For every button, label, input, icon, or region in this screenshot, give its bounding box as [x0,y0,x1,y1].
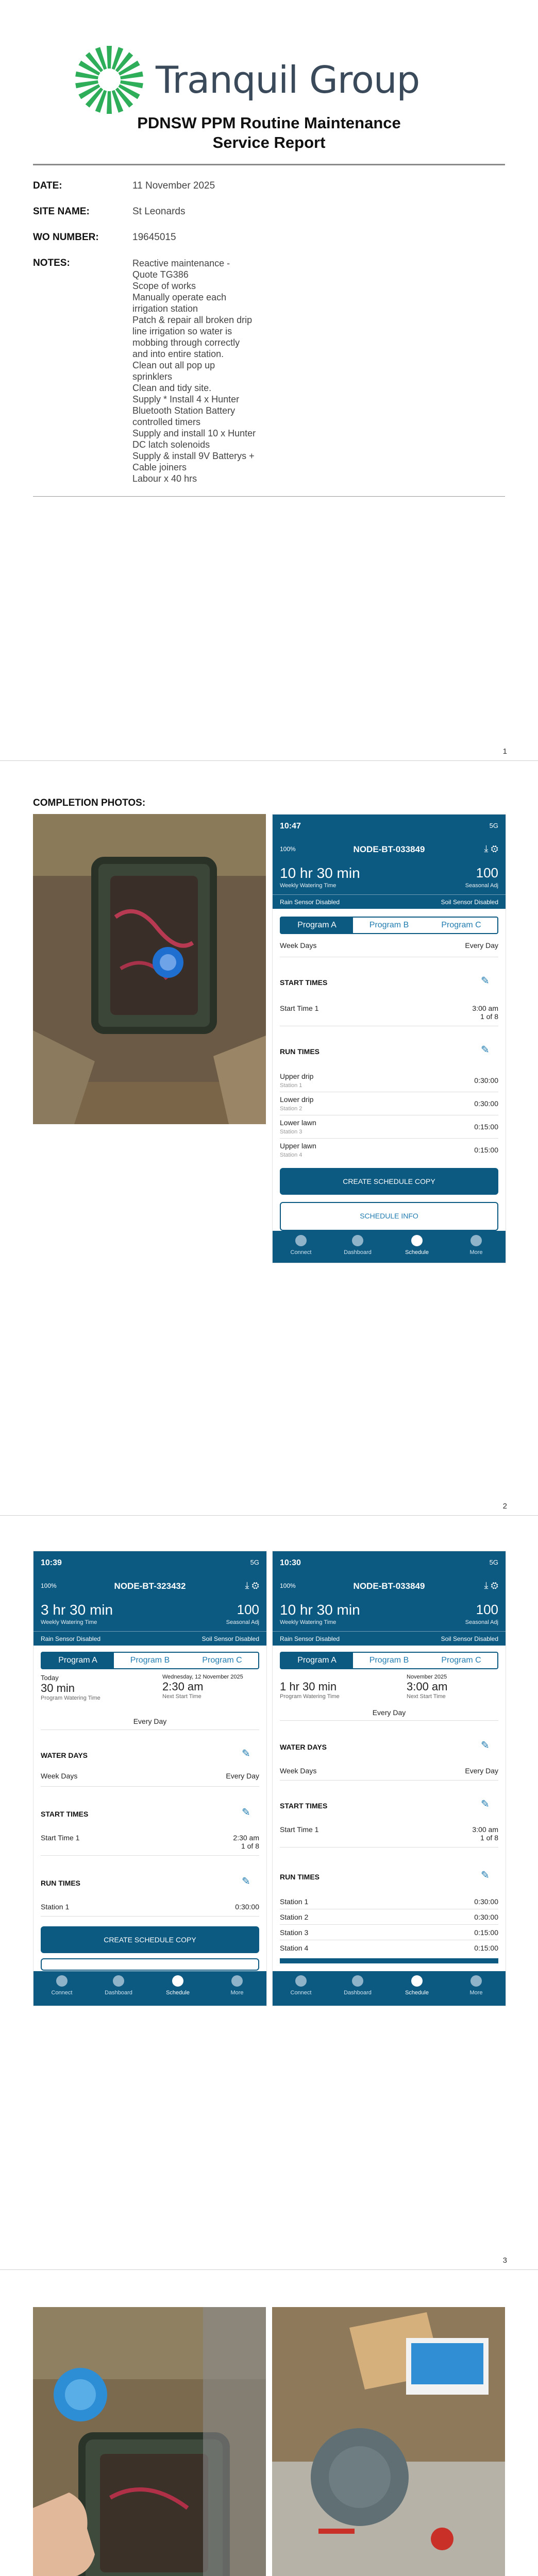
notes-line: Manually operate each [132,292,227,302]
station-name: Lower drip [280,1095,314,1104]
next-start-box [407,1674,494,1700]
tab-program-a[interactable]: Program A [281,1653,353,1668]
notes-line: Supply and install 10 x Hunter [132,428,256,438]
header-rule [33,164,505,165]
nav-label: Dashboard [344,1990,372,1996]
schedule-info-button-partial[interactable] [41,1958,259,1971]
tab-program-b[interactable]: Program B [130,1656,170,1665]
company-name: Tranquil Group [156,58,420,101]
notes-rule [33,496,505,497]
station-sub: Station 2 [280,1106,302,1112]
station-name: Station 2 [280,1913,309,1921]
separator [280,1780,498,1781]
start-times-title: START TIMES [280,978,328,987]
separator [41,1855,259,1856]
soil-sensor-status: Soil Sensor Disabled [441,899,498,906]
connect-icon [56,1975,68,1987]
station-time: 0:15:00 [474,1123,498,1131]
station-name: Upper lawn [280,1142,316,1150]
photo-timer-box [272,2307,505,2576]
download-gear-icon[interactable]: ⤓ ⚙ [484,843,498,854]
report-title [0,113,538,152]
start-time-value: 3:00 am [472,1825,498,1834]
start-time-row [41,1834,259,1850]
notes-line: Clean out all pop up [132,360,215,370]
today-sub: Program Watering Time [280,1693,340,1700]
water-days-value: Every Day [465,1767,498,1775]
notes-line: line irrigation so water is [132,326,232,336]
station-time: 0:30:00 [235,1903,259,1911]
battery-level: 100% [280,1582,296,1589]
station-sub: Station 3 [280,1129,302,1135]
status-network: 5G [489,822,498,829]
edit-start-times-icon[interactable]: ✎ [481,1799,490,1810]
seasonal-adj-label: Seasonal Adj [465,1619,498,1625]
sensor-bar [33,1631,266,1646]
run-row [280,1095,498,1112]
notes-line: Clean and tidy site. [132,383,212,393]
start-time-count: 1 of 8 [480,1012,498,1021]
today-label: Today [41,1674,59,1682]
edit-run-times-icon[interactable]: ✎ [242,1876,250,1887]
notes-line: Reactive maintenance - [132,258,230,268]
station-sub: Station 4 [280,1152,302,1158]
date-value: 11 November 2025 [132,180,215,191]
sensor-bar [273,894,506,909]
bottom-nav [33,1971,266,2006]
station-time: 0:30:00 [474,1913,498,1921]
today-box [41,1674,100,1701]
nav-label: Schedule [166,1990,190,1996]
nav-label: Schedule [405,1249,429,1256]
separator [280,1138,498,1139]
run-row [280,1944,498,1952]
notes-line: DC latch solenoids [132,439,210,450]
bottom-nav [273,1231,506,1263]
notes-line: irrigation station [132,303,198,314]
start-time-value-group [472,1004,498,1021]
program-tabs [280,1652,498,1669]
next-label: Next Start Time [162,1693,201,1700]
weekly-time-label: Weekly Watering Time [280,883,337,889]
dashboard-icon [352,1975,363,1987]
station-time: 0:15:00 [474,1146,498,1154]
nav-connect[interactable] [280,1235,322,1256]
today-value: 30 min [41,1682,75,1694]
timer-box-image [272,2307,505,2576]
app-header [33,1551,266,1646]
tab-program-b[interactable]: Program B [369,1656,409,1665]
download-gear-icon[interactable]: ⤓ ⚙ [484,1580,498,1590]
run-times-title: RUN TIMES [41,1879,80,1887]
wo-label: WO NUMBER: [33,232,99,243]
water-days-value: Every Day [465,941,498,950]
notes-line: Supply & install 9V Batterys + [132,451,255,461]
status-time: 10:47 [280,822,301,831]
company-logo [73,44,419,116]
node-name: NODE-BT-033849 [353,1581,425,1591]
water-days-value: Every Day [226,1772,259,1780]
separator [41,1916,259,1917]
station-sub: Station 1 [280,1082,302,1089]
page-divider [0,760,538,761]
report-title-line2: Service Report [212,133,326,151]
station-time: 0:30:00 [474,1897,498,1906]
station-name: Station 1 [41,1903,70,1911]
separator [41,1786,259,1787]
phone-screenshot-2 [33,1551,267,2006]
station-name: Station 3 [280,1928,309,1937]
nav-label: More [469,1990,483,1996]
page-number: 1 [502,747,507,756]
rain-sensor-status: Rain Sensor Disabled [280,899,340,906]
nav-more[interactable] [456,1235,497,1256]
seasonal-adj: 100 [476,865,498,880]
more-icon [231,1975,243,1987]
run-row [280,1142,498,1158]
page-divider [0,1515,538,1516]
node-name: NODE-BT-323432 [114,1581,186,1591]
edit-run-times-icon[interactable]: ✎ [481,1870,490,1881]
next-start-box [162,1674,255,1700]
start-time-value-group [233,1834,259,1850]
nav-label: Dashboard [105,1990,132,1996]
seasonal-adj: 100 [237,1602,259,1617]
connect-icon [295,1235,307,1246]
notes-line: Supply * Install 4 x Hunter [132,394,240,404]
dashboard-icon [113,1975,124,1987]
every-day-label: Every Day [133,1717,167,1725]
notes-line: controlled timers [132,417,201,427]
tab-program-b[interactable]: Program B [369,921,409,929]
program-tabs [280,917,498,934]
site-label: SITE NAME: [33,206,90,217]
separator [280,1847,498,1848]
station-time: 0:15:00 [474,1928,498,1937]
nav-more[interactable] [216,1975,258,1996]
nav-schedule[interactable] [396,1235,438,1256]
status-time: 10:39 [41,1558,62,1567]
run-times-title: RUN TIMES [280,1047,320,1056]
next-time: 3:00 am [407,1680,448,1693]
next-date: Wednesday, 12 November 2025 [162,1674,243,1680]
site-value: St Leonards [132,206,186,217]
completion-photos-title: COMPLETION PHOTOS: [33,798,146,808]
start-time-row [280,1825,498,1842]
today-box [280,1680,340,1700]
photo-thumbs-up [33,2307,266,2576]
water-days-row [41,1772,259,1780]
run-row [41,1903,259,1911]
nav-more[interactable] [456,1975,497,1996]
start-time-label: Start Time 1 [41,1834,80,1842]
status-network: 5G [489,1558,498,1566]
program-tabs [41,1652,259,1669]
weekly-time: 3 hr 30 min [41,1602,113,1618]
notes-line: Patch & repair all broken drip [132,315,253,325]
edit-water-days-icon[interactable]: ✎ [242,1748,250,1759]
separator [280,1720,498,1721]
nav-dashboard[interactable] [98,1975,139,1996]
tab-program-c[interactable]: Program C [202,1656,242,1665]
nav-dashboard[interactable] [337,1975,378,1996]
water-days-label: Week Days [280,941,317,950]
soil-sensor-status: Soil Sensor Disabled [201,1635,259,1642]
nav-label: Connect [51,1990,73,1996]
schedule-icon [411,1975,423,1987]
download-gear-icon[interactable]: ⤓ ⚙ [245,1580,259,1590]
schedule-info-button[interactable]: SCHEDULE INFO [280,1202,498,1231]
start-time-row [280,1004,498,1021]
notes-line: and into entire station. [132,349,224,359]
station-name: Lower lawn [280,1118,316,1127]
wo-value: 19645015 [132,232,176,243]
run-row [280,1928,498,1937]
start-time-value: 2:30 am [233,1834,259,1842]
nav-label: More [469,1249,483,1256]
station-time: 0:15:00 [474,1944,498,1952]
schedule-icon [411,1235,423,1246]
start-time-count: 1 of 8 [241,1842,259,1850]
nav-label: Schedule [405,1990,429,1996]
next-date: November 2025 [407,1674,447,1680]
page-number: 2 [502,1502,507,1511]
separator [280,1924,498,1925]
water-days-row [280,941,498,950]
today-sub: Program Watering Time [41,1695,100,1701]
notes-line: Bluetooth Station Battery [132,405,236,416]
page-number: 3 [502,2256,507,2265]
water-days-row [280,1767,498,1775]
nav-connect[interactable] [280,1975,322,1996]
notes-list [132,258,272,484]
start-times-title: START TIMES [41,1810,89,1818]
notes-line: Cable joiners [132,462,187,472]
sunburst-logo-icon [73,44,145,116]
next-label: Next Start Time [407,1693,446,1700]
station-time: 0:30:00 [474,1076,498,1084]
weekly-time-label: Weekly Watering Time [41,1619,97,1625]
edit-water-days-icon[interactable]: ✎ [481,1740,490,1751]
notes-line: mobbing through correctly [132,337,240,348]
phone-screenshot-3 [272,1551,506,2006]
edit-start-times-icon[interactable]: ✎ [481,975,490,987]
notes-line: Scope of works [132,281,196,291]
phone-screenshot-1 [272,814,506,1263]
start-time-label: Start Time 1 [280,1004,319,1012]
water-days-title: WATER DAYS [41,1751,88,1759]
app-header [273,1551,506,1646]
every-day-label: Every Day [372,1708,406,1717]
weekly-time-label: Weekly Watering Time [280,1619,337,1625]
sensor-bar [273,1631,506,1646]
edit-run-times-icon[interactable]: ✎ [481,1044,490,1056]
edit-start-times-icon[interactable]: ✎ [242,1807,250,1818]
start-time-label: Start Time 1 [280,1825,319,1834]
start-time-value-group [472,1825,498,1842]
create-schedule-copy-button[interactable]: CREATE SCHEDULE COPY [280,1168,498,1195]
station-name: Upper drip [280,1072,314,1080]
start-time-count: 1 of 8 [480,1834,498,1842]
battery-level: 100% [280,845,296,853]
rain-sensor-status: Rain Sensor Disabled [280,1635,340,1642]
photo-valve-box [33,814,266,1124]
nav-schedule[interactable] [157,1975,198,1996]
tab-program-a[interactable]: Program A [42,1653,114,1668]
start-time-value: 3:00 am [472,1004,498,1012]
node-name: NODE-BT-033849 [353,844,425,854]
run-row [280,1118,498,1135]
seasonal-adj-label: Seasonal Adj [226,1619,259,1625]
nav-label: Dashboard [344,1249,372,1256]
nav-dashboard[interactable] [337,1235,378,1256]
status-network: 5G [250,1558,259,1566]
nav-label: More [230,1990,244,1996]
seasonal-adj: 100 [476,1602,498,1617]
nav-label: Connect [290,1249,312,1256]
notes-line: sprinklers [132,371,173,382]
tab-program-c[interactable]: Program C [441,921,481,929]
station-name: Station 4 [280,1944,309,1952]
valve-box-image [33,814,266,1124]
button-edge [280,1958,498,1963]
station-name: Station 1 [280,1897,309,1906]
report-title-line1: PDNSW PPM Routine Maintenance [137,114,401,132]
notes-line: Labour x 40 hrs [132,473,197,484]
date-label: DATE: [33,180,62,191]
today-value: 1 hr 30 min [280,1680,337,1693]
bottom-nav [273,1971,506,2006]
station-time: 0:30:00 [474,1099,498,1108]
run-row [280,1072,498,1089]
water-days-label: Week Days [280,1767,317,1775]
dashboard-icon [352,1235,363,1246]
water-days-label: Week Days [41,1772,78,1780]
more-icon [470,1235,482,1246]
status-time: 10:30 [280,1558,301,1567]
notes-line: Quote TG386 [132,269,189,280]
water-days-title: WATER DAYS [280,1743,327,1751]
more-icon [470,1975,482,1987]
nav-schedule[interactable] [396,1975,438,1996]
schedule-icon [172,1975,183,1987]
run-row [280,1913,498,1921]
thumbs-up-image [33,2307,266,2576]
next-time: 2:30 am [162,1680,204,1693]
connect-icon [295,1975,307,1987]
battery-level: 100% [41,1582,57,1589]
page-divider [0,2269,538,2270]
run-times-title: RUN TIMES [280,1873,320,1881]
rain-sensor-status: Rain Sensor Disabled [41,1635,101,1642]
app-header [273,815,506,909]
create-schedule-copy-button[interactable]: CREATE SCHEDULE COPY [41,1926,259,1953]
start-times-title: START TIMES [280,1802,328,1810]
tab-program-c[interactable]: Program C [441,1656,481,1665]
tab-program-a[interactable]: Program A [281,918,353,933]
notes-label: NOTES: [33,258,70,268]
run-row [280,1897,498,1906]
weekly-time: 10 hr 30 min [280,865,360,881]
soil-sensor-status: Soil Sensor Disabled [441,1635,498,1642]
nav-connect[interactable] [41,1975,82,1996]
nav-label: Connect [290,1990,312,1996]
weekly-time: 10 hr 30 min [280,1602,360,1618]
seasonal-adj-label: Seasonal Adj [465,883,498,889]
